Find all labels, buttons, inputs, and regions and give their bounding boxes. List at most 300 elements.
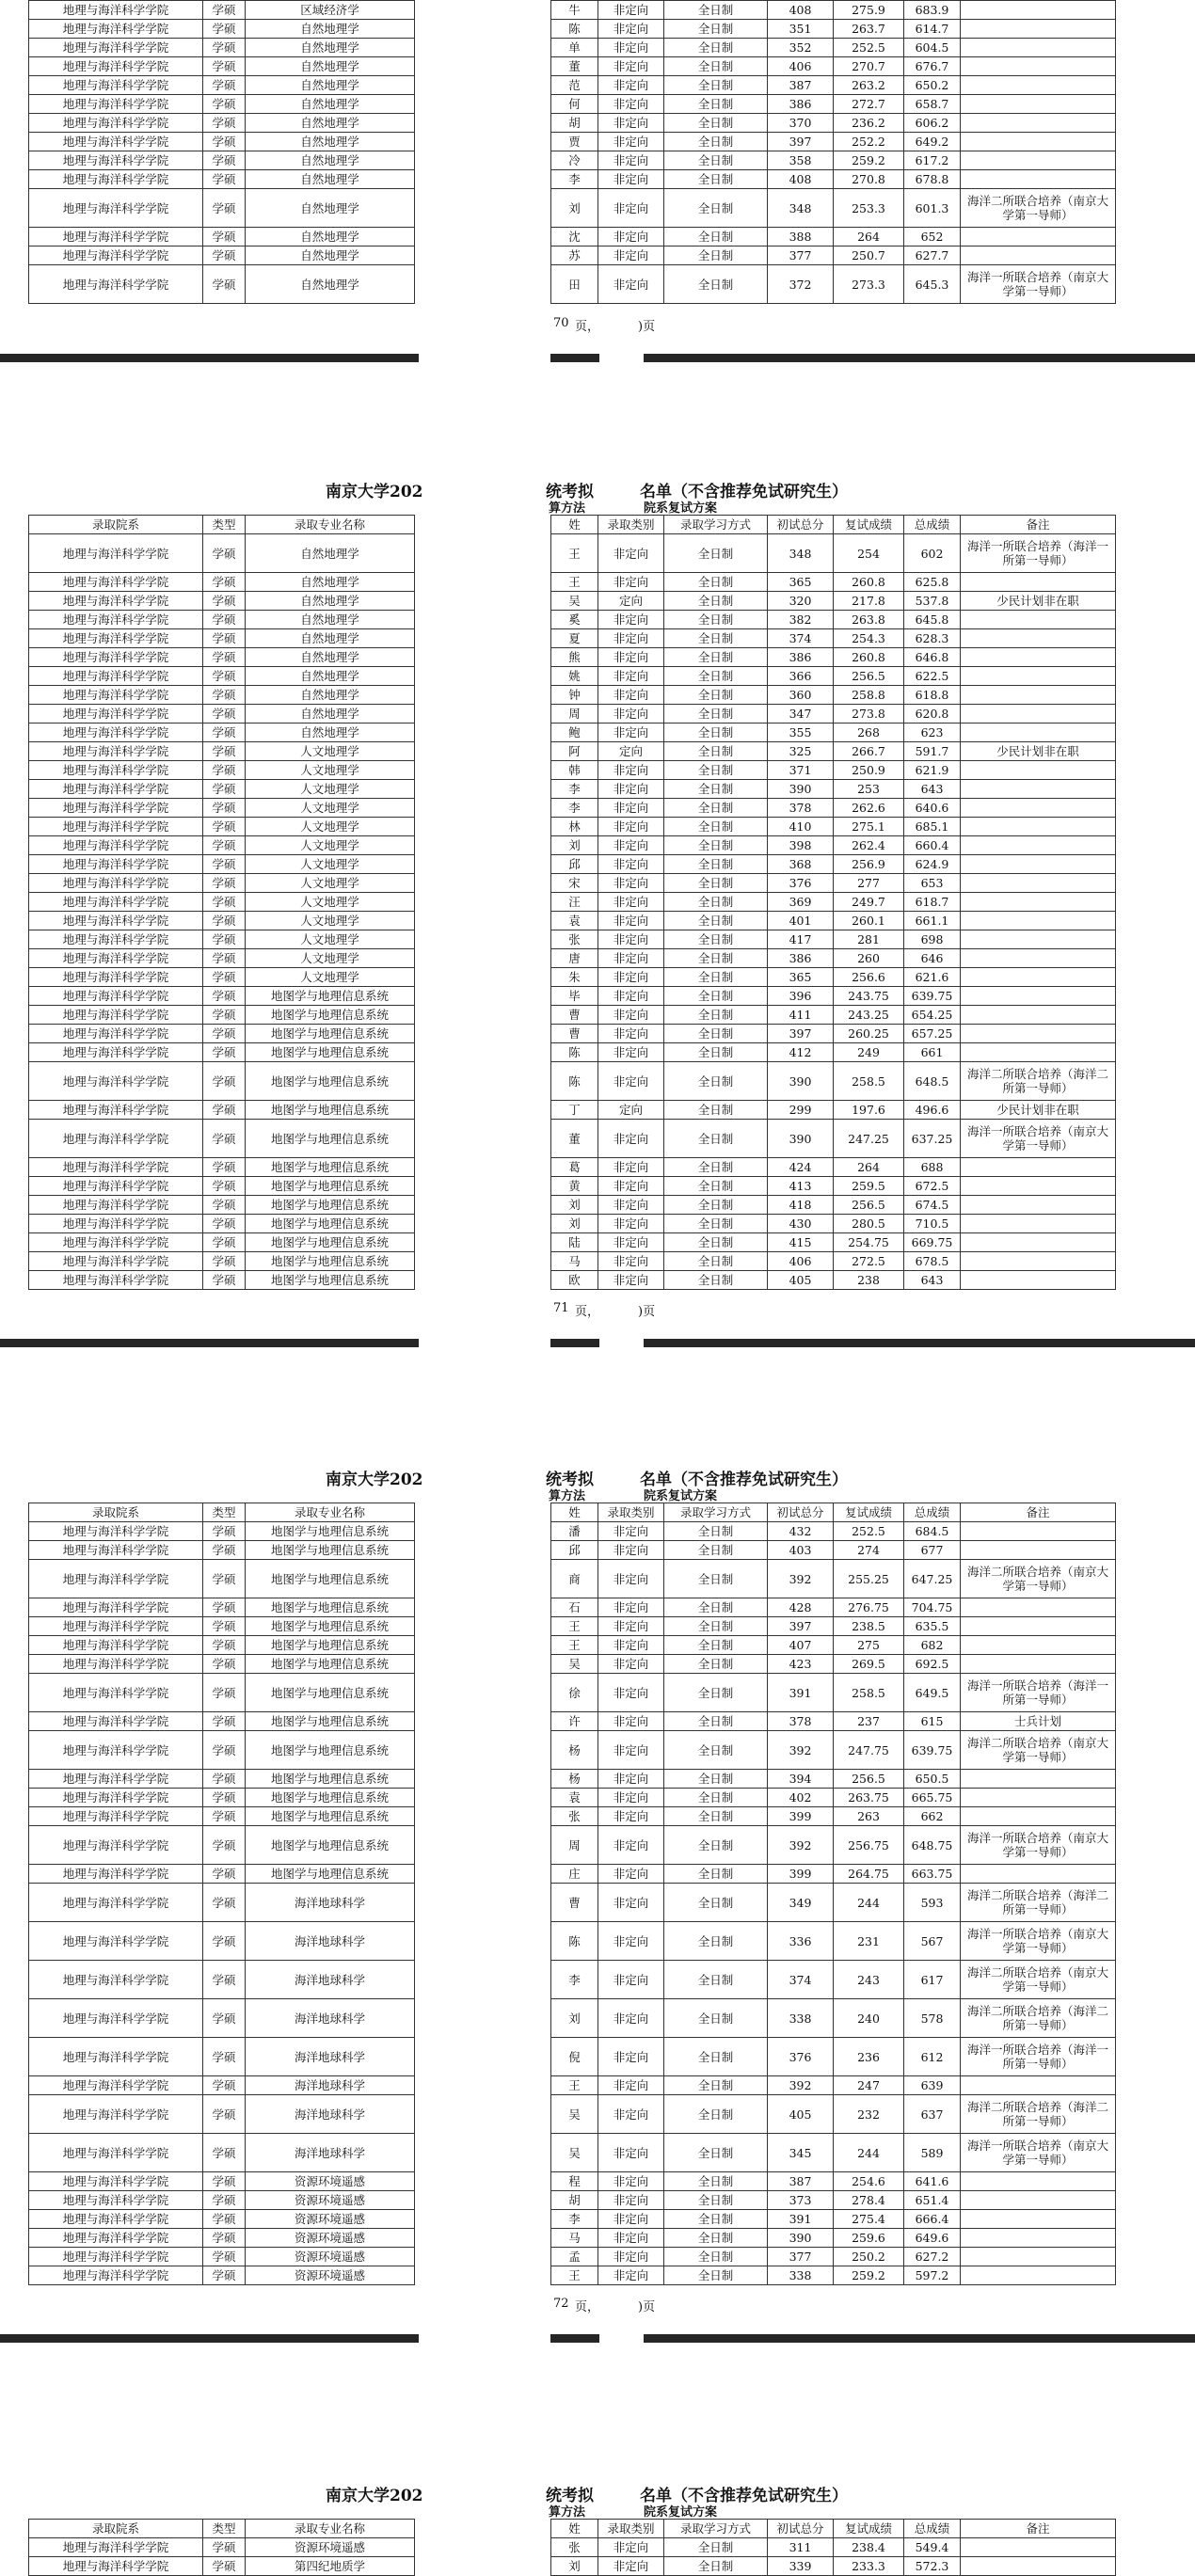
cell-note xyxy=(961,930,1116,949)
cell-retest-score: 264.75 xyxy=(834,1865,904,1884)
cell-note: 少民计划非在职 xyxy=(961,742,1116,761)
cell-study-mode: 全日制 xyxy=(664,1541,768,1560)
cell-major: 自然地理学 xyxy=(246,246,415,265)
cell-major: 地图学与地理信息系统 xyxy=(246,1196,415,1215)
cell-type: 学硕 xyxy=(203,1999,246,2038)
cell-total-score: 622.5 xyxy=(904,667,961,686)
cell-name: 吴 xyxy=(551,2134,598,2172)
cell-total-score: 637 xyxy=(904,2095,961,2134)
cell-retest-score: 256.6 xyxy=(834,968,904,987)
cell-type: 学硕 xyxy=(203,95,246,114)
cell-retest-score: 197.6 xyxy=(834,1101,904,1120)
cell-major: 自然地理学 xyxy=(246,133,415,151)
table-row xyxy=(29,1120,415,1158)
cell-total-score: 549.4 xyxy=(904,2538,961,2557)
cell-name: 曹 xyxy=(551,1884,598,1922)
cell-name: 吴 xyxy=(551,2095,598,2134)
cell-name: 王 xyxy=(551,2266,598,2285)
cell-total-score: 618.7 xyxy=(904,893,961,912)
cell-initial-score: 386 xyxy=(768,648,834,667)
cell-department: 地理与海洋科学学院 xyxy=(29,705,203,724)
cell-category: 非定向 xyxy=(598,1043,664,1062)
cell-name: 庄 xyxy=(551,1865,598,1884)
table-row xyxy=(551,874,1116,893)
table-row xyxy=(29,1712,415,1731)
cell-name: 王 xyxy=(551,1617,598,1636)
cell-type: 学硕 xyxy=(203,1271,246,1290)
cell-department: 地理与海洋科学学院 xyxy=(29,170,203,189)
cell-type: 学硕 xyxy=(203,874,246,893)
cell-initial-score: 371 xyxy=(768,761,834,780)
cell-initial-score: 365 xyxy=(768,968,834,987)
column-header: 类型 xyxy=(203,1503,246,1522)
table-row xyxy=(551,1233,1116,1252)
cell-study-mode: 全日制 xyxy=(664,246,768,265)
table-row xyxy=(29,20,415,39)
cell-category: 非定向 xyxy=(598,246,664,265)
cell-study-mode: 全日制 xyxy=(664,151,768,170)
cell-study-mode: 全日制 xyxy=(664,799,768,818)
cell-initial-score: 407 xyxy=(768,1636,834,1655)
cell-major: 地图学与地理信息系统 xyxy=(246,1789,415,1807)
cell-retest-score: 253.3 xyxy=(834,189,904,228)
table-row xyxy=(551,2266,1116,2285)
cell-name: 李 xyxy=(551,799,598,818)
cell-department: 地理与海洋科学学院 xyxy=(29,968,203,987)
cell-note xyxy=(961,761,1116,780)
column-header: 姓 xyxy=(551,2520,598,2538)
cell-total-score: 661 xyxy=(904,1043,961,1062)
cell-department: 地理与海洋科学学院 xyxy=(29,874,203,893)
cell-department: 地理与海洋科学学院 xyxy=(29,57,203,76)
cell-major: 人文地理学 xyxy=(246,818,415,836)
table-row xyxy=(551,667,1116,686)
cell-category: 非定向 xyxy=(598,629,664,648)
cell-retest-score: 263.7 xyxy=(834,20,904,39)
cell-total-score: 641.6 xyxy=(904,2172,961,2191)
cell-study-mode: 全日制 xyxy=(664,1636,768,1655)
cell-name: 欧 xyxy=(551,1271,598,1290)
cell-total-score: 649.2 xyxy=(904,133,961,151)
table-row xyxy=(551,742,1116,761)
cell-department: 地理与海洋科学学院 xyxy=(29,1062,203,1101)
column-header: 备注 xyxy=(961,516,1116,534)
cell-type: 学硕 xyxy=(203,1043,246,1062)
cell-initial-score: 396 xyxy=(768,987,834,1006)
cell-study-mode: 全日制 xyxy=(664,2557,768,2576)
cell-category: 非定向 xyxy=(598,1541,664,1560)
cell-category: 非定向 xyxy=(598,1961,664,1999)
cell-total-score: 646.8 xyxy=(904,648,961,667)
cell-category: 非定向 xyxy=(598,2538,664,2557)
cell-study-mode: 全日制 xyxy=(664,1215,768,1233)
cell-study-mode: 全日制 xyxy=(664,724,768,742)
cell-type: 学硕 xyxy=(203,133,246,151)
cell-total-score: 647.25 xyxy=(904,1560,961,1598)
cell-type: 学硕 xyxy=(203,189,246,228)
cell-note xyxy=(961,2266,1116,2285)
cell-note: 士兵计划 xyxy=(961,1712,1116,1731)
cell-major: 资源环境遥感 xyxy=(246,2172,415,2191)
cell-major: 地图学与地理信息系统 xyxy=(246,1062,415,1101)
table-row xyxy=(29,629,415,648)
cell-major: 地图学与地理信息系统 xyxy=(246,1177,415,1196)
cell-total-score: 572.3 xyxy=(904,2557,961,2576)
table-row xyxy=(29,1215,415,1233)
page-72 xyxy=(0,1392,1195,1393)
cell-category: 定向 xyxy=(598,592,664,611)
cell-study-mode: 全日制 xyxy=(664,1865,768,1884)
cell-type: 学硕 xyxy=(203,799,246,818)
cell-department: 地理与海洋科学学院 xyxy=(29,761,203,780)
cell-retest-score: 232 xyxy=(834,2095,904,2134)
cell-type: 学硕 xyxy=(203,228,246,246)
cell-major: 地图学与地理信息系统 xyxy=(246,1617,415,1636)
doc-title-left: 南京大学202 xyxy=(326,1471,423,1489)
cell-major: 地图学与地理信息系统 xyxy=(246,1215,415,1233)
cell-department: 地理与海洋科学学院 xyxy=(29,1025,203,1043)
cell-initial-score: 391 xyxy=(768,2210,834,2229)
cell-department: 地理与海洋科学学院 xyxy=(29,930,203,949)
cell-category: 非定向 xyxy=(598,987,664,1006)
table-row xyxy=(29,1636,415,1655)
cell-total-score: 651.4 xyxy=(904,2191,961,2210)
cell-retest-score: 276.75 xyxy=(834,1598,904,1617)
cell-category: 非定向 xyxy=(598,912,664,930)
cell-department: 地理与海洋科学学院 xyxy=(29,1541,203,1560)
cell-note xyxy=(961,76,1116,95)
cell-note xyxy=(961,968,1116,987)
cell-department: 地理与海洋科学学院 xyxy=(29,1770,203,1789)
cell-department: 地理与海洋科学学院 xyxy=(29,20,203,39)
table-row xyxy=(551,39,1116,57)
table-row xyxy=(551,1,1116,20)
cell-initial-score: 360 xyxy=(768,686,834,705)
cell-initial-score: 406 xyxy=(768,1252,834,1271)
cell-initial-score: 402 xyxy=(768,1789,834,1807)
cell-department: 地理与海洋科学学院 xyxy=(29,592,203,611)
cell-total-score: 704.75 xyxy=(904,1598,961,1617)
cell-initial-score: 406 xyxy=(768,57,834,76)
doc-title-left: 南京大学202 xyxy=(326,483,423,501)
cell-name: 朱 xyxy=(551,968,598,987)
cell-note: 海洋二所联合培养（南京大学第一导师） xyxy=(961,1560,1116,1598)
cell-type: 学硕 xyxy=(203,780,246,799)
cell-retest-score: 264 xyxy=(834,228,904,246)
cell-study-mode: 全日制 xyxy=(664,2229,768,2248)
table-row xyxy=(551,2210,1116,2229)
cell-study-mode: 全日制 xyxy=(664,57,768,76)
table-row xyxy=(551,1884,1116,1922)
cell-major: 人文地理学 xyxy=(246,780,415,799)
table-row xyxy=(29,95,415,114)
cell-total-score: 678.8 xyxy=(904,170,961,189)
cell-initial-score: 399 xyxy=(768,1807,834,1826)
cell-type: 学硕 xyxy=(203,724,246,742)
cell-major: 海洋地球科学 xyxy=(246,2134,415,2172)
cell-category: 非定向 xyxy=(598,2266,664,2285)
cell-major: 海洋地球科学 xyxy=(246,2076,415,2095)
cell-total-score: 662 xyxy=(904,1807,961,1826)
table-row xyxy=(29,987,415,1006)
cell-note: 海洋一所联合培养（南京大学第一导师） xyxy=(961,1120,1116,1158)
cell-category: 非定向 xyxy=(598,57,664,76)
cell-major: 海洋地球科学 xyxy=(246,2038,415,2076)
table-row xyxy=(551,20,1116,39)
cell-major: 地图学与地理信息系统 xyxy=(246,1865,415,1884)
cell-initial-score: 325 xyxy=(768,742,834,761)
table-row xyxy=(551,2229,1116,2248)
cell-type: 学硕 xyxy=(203,592,246,611)
cell-total-score: 627.7 xyxy=(904,246,961,265)
cell-type: 学硕 xyxy=(203,57,246,76)
cell-total-score: 684.5 xyxy=(904,1522,961,1541)
cell-total-score: 672.5 xyxy=(904,1177,961,1196)
cell-category: 非定向 xyxy=(598,780,664,799)
cell-major: 人文地理学 xyxy=(246,949,415,968)
cell-initial-score: 397 xyxy=(768,1025,834,1043)
cell-retest-score: 275.1 xyxy=(834,818,904,836)
table-row xyxy=(551,1731,1116,1770)
doc-title-right-b: 名单（不含推荐免试研究生） xyxy=(640,1471,848,1489)
column-header: 录取院系 xyxy=(29,516,203,534)
cell-type: 学硕 xyxy=(203,151,246,170)
cell-study-mode: 全日制 xyxy=(664,534,768,573)
cell-category: 非定向 xyxy=(598,1789,664,1807)
cell-name: 张 xyxy=(551,2538,598,2557)
cell-initial-score: 374 xyxy=(768,629,834,648)
cell-category: 非定向 xyxy=(598,1062,664,1101)
cell-major: 人文地理学 xyxy=(246,836,415,855)
cell-initial-score: 368 xyxy=(768,855,834,874)
cell-major: 资源环境遥感 xyxy=(246,2229,415,2248)
cell-retest-score: 237 xyxy=(834,1712,904,1731)
cell-department: 地理与海洋科学学院 xyxy=(29,949,203,968)
table-row xyxy=(551,1598,1116,1617)
table-row xyxy=(29,39,415,57)
cell-study-mode: 全日制 xyxy=(664,1826,768,1865)
cell-major: 人文地理学 xyxy=(246,930,415,949)
cell-note xyxy=(961,2076,1116,2095)
cell-study-mode: 全日制 xyxy=(664,1062,768,1101)
table-row xyxy=(29,2172,415,2191)
cell-category: 非定向 xyxy=(598,170,664,189)
cell-initial-score: 378 xyxy=(768,1712,834,1731)
cell-category: 非定向 xyxy=(598,1025,664,1043)
cell-department: 地理与海洋科学学院 xyxy=(29,265,203,304)
cell-name: 范 xyxy=(551,76,598,95)
column-header: 录取学习方式 xyxy=(664,516,768,534)
cell-initial-score: 392 xyxy=(768,1731,834,1770)
table-row xyxy=(551,1215,1116,1233)
cell-total-score: 614.7 xyxy=(904,20,961,39)
cell-total-score: 624.9 xyxy=(904,855,961,874)
cell-major: 地图学与地理信息系统 xyxy=(246,1712,415,1731)
cell-initial-score: 355 xyxy=(768,724,834,742)
cell-note xyxy=(961,818,1116,836)
column-header: 姓 xyxy=(551,516,598,534)
cell-category: 非定向 xyxy=(598,818,664,836)
table-row xyxy=(551,648,1116,667)
cell-retest-score: 274 xyxy=(834,1541,904,1560)
cell-total-score: 649.6 xyxy=(904,2229,961,2248)
table-row xyxy=(551,1006,1116,1025)
cell-total-score: 589 xyxy=(904,2134,961,2172)
table-row xyxy=(29,114,415,133)
cell-total-score: 657.25 xyxy=(904,1025,961,1043)
cell-department: 地理与海洋科学学院 xyxy=(29,742,203,761)
cell-study-mode: 全日制 xyxy=(664,133,768,151)
cell-note xyxy=(961,1598,1116,1617)
cell-name: 鲍 xyxy=(551,724,598,742)
cell-total-score: 652 xyxy=(904,228,961,246)
cell-note xyxy=(961,836,1116,855)
cell-category: 非定向 xyxy=(598,1674,664,1712)
cell-note xyxy=(961,1770,1116,1789)
cell-retest-score: 243.75 xyxy=(834,987,904,1006)
cell-note: 海洋二所联合培养（南京大学第一导师） xyxy=(961,1731,1116,1770)
cell-major: 地图学与地理信息系统 xyxy=(246,1636,415,1655)
cell-category: 非定向 xyxy=(598,836,664,855)
cell-initial-score: 311 xyxy=(768,2538,834,2557)
cell-initial-score: 378 xyxy=(768,799,834,818)
cell-department: 地理与海洋科学学院 xyxy=(29,912,203,930)
cell-total-score: 628.3 xyxy=(904,629,961,648)
table-row xyxy=(551,912,1116,930)
column-header: 录取学习方式 xyxy=(664,2520,768,2538)
cell-name: 唐 xyxy=(551,949,598,968)
column-header: 总成绩 xyxy=(904,516,961,534)
cell-name: 张 xyxy=(551,930,598,949)
table-row xyxy=(551,968,1116,987)
cell-name: 王 xyxy=(551,1636,598,1655)
cell-initial-score: 387 xyxy=(768,76,834,95)
cell-note xyxy=(961,2538,1116,2557)
cell-category: 非定向 xyxy=(598,1158,664,1177)
cell-initial-score: 374 xyxy=(768,1961,834,1999)
cell-name: 孟 xyxy=(551,2248,598,2266)
cell-major: 自然地理学 xyxy=(246,686,415,705)
cell-department: 地理与海洋科学学院 xyxy=(29,1043,203,1062)
cell-study-mode: 全日制 xyxy=(664,686,768,705)
cell-total-score: 635.5 xyxy=(904,1617,961,1636)
page-total: )页 xyxy=(638,320,656,334)
cell-initial-score: 338 xyxy=(768,1999,834,2038)
cell-note xyxy=(961,629,1116,648)
cell-initial-score: 392 xyxy=(768,2076,834,2095)
table-row xyxy=(29,1,415,20)
cell-department: 地理与海洋科学学院 xyxy=(29,2134,203,2172)
cell-retest-score: 256.5 xyxy=(834,1196,904,1215)
cell-department: 地理与海洋科学学院 xyxy=(29,724,203,742)
page-separator xyxy=(644,2334,1195,2343)
cell-total-score: 658.7 xyxy=(904,95,961,114)
cell-note xyxy=(961,1177,1116,1196)
page-separator xyxy=(644,1339,1195,1347)
cell-retest-score: 231 xyxy=(834,1922,904,1961)
cell-category: 非定向 xyxy=(598,874,664,893)
cell-type: 学硕 xyxy=(203,1655,246,1674)
cell-retest-score: 260.8 xyxy=(834,573,904,592)
cell-note: 海洋二所联合培养（海洋二所第一导师） xyxy=(961,1884,1116,1922)
cell-note xyxy=(961,1196,1116,1215)
cell-study-mode: 全日制 xyxy=(664,1560,768,1598)
cell-initial-score: 401 xyxy=(768,912,834,930)
table-row xyxy=(551,2134,1116,2172)
cell-total-score: 661.1 xyxy=(904,912,961,930)
cell-department: 地理与海洋科学学院 xyxy=(29,1006,203,1025)
cell-retest-score: 256.75 xyxy=(834,1826,904,1865)
table-row xyxy=(29,228,415,246)
table-row xyxy=(29,1999,415,2038)
cell-type: 学硕 xyxy=(203,667,246,686)
cell-note xyxy=(961,2557,1116,2576)
table-row xyxy=(29,705,415,724)
cell-type: 学硕 xyxy=(203,1598,246,1617)
table-row xyxy=(29,667,415,686)
cell-note xyxy=(961,114,1116,133)
cell-initial-score: 392 xyxy=(768,1826,834,1865)
cell-initial-score: 417 xyxy=(768,930,834,949)
cell-total-score: 654.25 xyxy=(904,1006,961,1025)
cell-department: 地理与海洋科学学院 xyxy=(29,2076,203,2095)
cell-note xyxy=(961,2172,1116,2191)
table-row xyxy=(29,1177,415,1196)
cell-major: 自然地理学 xyxy=(246,573,415,592)
cell-type: 学硕 xyxy=(203,1922,246,1961)
table-row xyxy=(29,1522,415,1541)
cell-study-mode: 全日制 xyxy=(664,1196,768,1215)
cell-initial-score: 338 xyxy=(768,2266,834,2285)
cell-category: 非定向 xyxy=(598,2248,664,2266)
doc-title-right-a: 统考拟 xyxy=(546,1471,594,1489)
table-row xyxy=(551,265,1116,304)
table-row xyxy=(29,1560,415,1598)
table-row xyxy=(29,2134,415,2172)
cell-retest-score: 233.3 xyxy=(834,2557,904,2576)
cell-note xyxy=(961,2229,1116,2248)
cell-initial-score: 320 xyxy=(768,592,834,611)
doc-title-right-b: 名单（不含推荐免试研究生） xyxy=(640,2487,848,2505)
cell-initial-score: 377 xyxy=(768,2248,834,2266)
cell-name: 陈 xyxy=(551,1922,598,1961)
cell-study-mode: 全日制 xyxy=(664,1025,768,1043)
cell-department: 地理与海洋科学学院 xyxy=(29,836,203,855)
cell-retest-score: 256.5 xyxy=(834,667,904,686)
cell-major: 地图学与地理信息系统 xyxy=(246,1043,415,1062)
cell-study-mode: 全日制 xyxy=(664,761,768,780)
cell-name: 王 xyxy=(551,534,598,573)
page-number: 71 xyxy=(553,1301,569,1315)
cell-department: 地理与海洋科学学院 xyxy=(29,151,203,170)
cell-initial-score: 397 xyxy=(768,1617,834,1636)
cell-note xyxy=(961,573,1116,592)
cell-total-score: 643 xyxy=(904,1271,961,1290)
column-header: 录取院系 xyxy=(29,2520,203,2538)
cell-type: 学硕 xyxy=(203,2172,246,2191)
cell-retest-score: 270.7 xyxy=(834,57,904,76)
cell-initial-score: 398 xyxy=(768,836,834,855)
table-row xyxy=(551,57,1116,76)
cell-name: 毕 xyxy=(551,987,598,1006)
cell-retest-score: 273.8 xyxy=(834,705,904,724)
cell-retest-score: 238.4 xyxy=(834,2538,904,2557)
cell-category: 定向 xyxy=(598,1101,664,1120)
cell-initial-score: 405 xyxy=(768,2095,834,2134)
cell-major: 区域经济学 xyxy=(246,1,415,20)
cell-name: 石 xyxy=(551,1598,598,1617)
cell-major: 海洋地球科学 xyxy=(246,1884,415,1922)
